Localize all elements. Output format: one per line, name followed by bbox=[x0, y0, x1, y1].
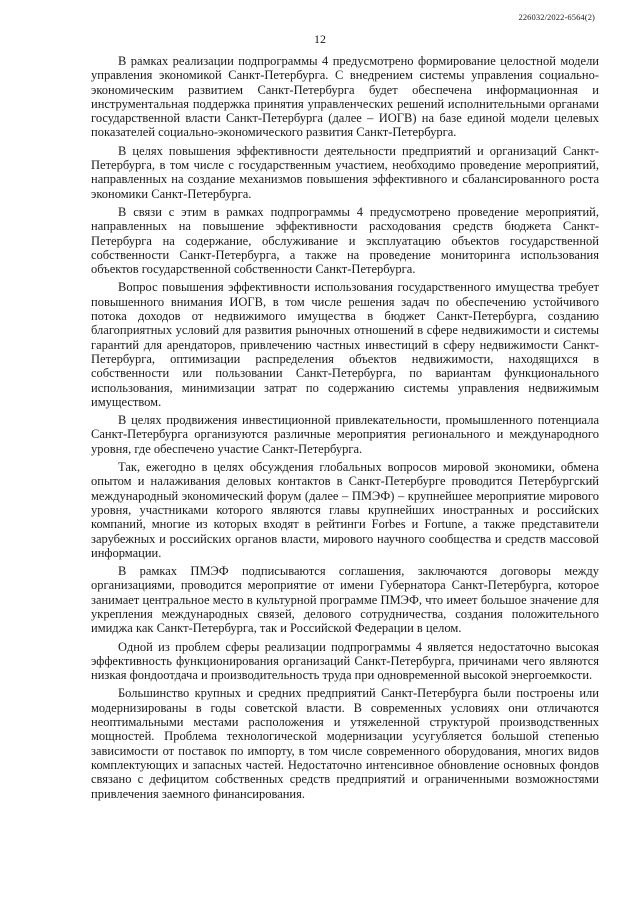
paragraph: Одной из проблем сферы реализации подпрограммы 4 является недостаточно высокая эффективность функционирования организаций Санкт-Петербурга, причинами чего являются низкая фондоотдача и производительность труда при одновременной высокой энергоемкости. bbox=[91, 639, 599, 683]
paragraph: В целях продвижения инвестиционной привлекательности, промышленного потенциала Санкт-Петербурга организуются различные мероприятия регионального и международного уровня, где обеспечено участие Санкт-Петербурга. bbox=[91, 413, 599, 456]
paragraph: Вопрос повышения эффективности использования государственного имущества требует повышенного внимания ИОГВ, в том числе решения задач по обеспечению устойчивого потока доходов от недвижимого имущества в бюджет Санкт-Петербурга, созданию благоприятных условий для развития рыночных отношений в сфере недвижимости и системы гарантий для арендаторов, привлечению частных инвестиций в сферу недвижимости Санкт-Петербурга, оптимизации распределения объектов недвижимости, находящихся в собственности или пользовании Санкт-Петербурга, по вариантам функционального использования, минимизации затрат по содержанию системы управления недвижимым имуществом. bbox=[91, 280, 599, 409]
paragraph: В рамках ПМЭФ подписываются соглашения, заключаются договоры между организациями, проводится мероприятие от имени Губернатора Санкт-Петербурга, которое занимает центральное место в культурной программе ПМЭФ, что имеет большое значение для укрепления международных связей, делового сотрудничества, создания положительного имиджа как Санкт-Петербурга, так и Российской Федерации в целом. bbox=[91, 564, 599, 636]
paragraph: В связи с этим в рамках подпрограммы 4 предусмотрено проведение мероприятий, направленных на повышение эффективности расходования средств бюджета Санкт-Петербурга на содержание, обслуживание и эксплуатацию объектов государственной собственности Санкт-Петербурга, а также на проведение мониторинга использования объектов государственной собственности Санкт-Петербурга. bbox=[91, 204, 599, 277]
paragraph: Большинство крупных и средних предприятий Санкт-Петербурга были построены или модернизированы в годы советской власти. В современных условиях они отличаются неоптимальными местами расположения и утяжеленной структурой производственных мощностей. Проблема технологической модернизации усугубляется большой степенью зависимости от поставок по импорту, в том числе современного оборудования, многих видов комплектующих и запасных частей. Недостаточно интенсивное обновление основных фондов связано с дефицитом собственных средств предприятий и ограниченными возможностями привлечения заемного финансирования. bbox=[91, 686, 599, 801]
page-number: 12 bbox=[314, 32, 326, 46]
paragraph: В целях повышения эффективности деятельности предприятий и организаций Санкт-Петербурга, в том числе с государственным участием, необходимо проведение мероприятий, направленных на создание механизмов повышения эффективного и сбалансированного роста экономики Санкт-Петербурга. bbox=[91, 143, 599, 201]
paragraph: Так, ежегодно в целях обсуждения глобальных вопросов мировой экономики, обмена опытом и налаживания деловых контактов в Санкт-Петербурге проводится Петербургский международный экономический форум (далее – ПМЭФ) – крупнейшее мероприятие мирового уровня, участниками которого являются главы крупнейших иностранных и российских компаний, многие из которых входят в рейтинги Forbes и Fortune, а также представители зарубежных и российских органов власти, мирового научного сообщества и средств массовой информации. bbox=[91, 460, 599, 560]
paragraph: В рамках реализации подпрограммы 4 предусмотрено формирование целостной модели управления экономикой Санкт-Петербурга. С внедрением системы управления социально-экономическим развитием Санкт-Петербурга будет обеспечена информационная и инструментальная поддержка принятия управленческих решений исполнительными органами государственной власти Санкт-Петербурга (далее – ИОГВ) на базе единой модели целевых показателей социально-экономического развития Санкт-Петербурга. bbox=[91, 54, 599, 140]
document-id: 226032/2022-6564(2) bbox=[518, 12, 595, 22]
document-body bbox=[91, 54, 599, 805]
